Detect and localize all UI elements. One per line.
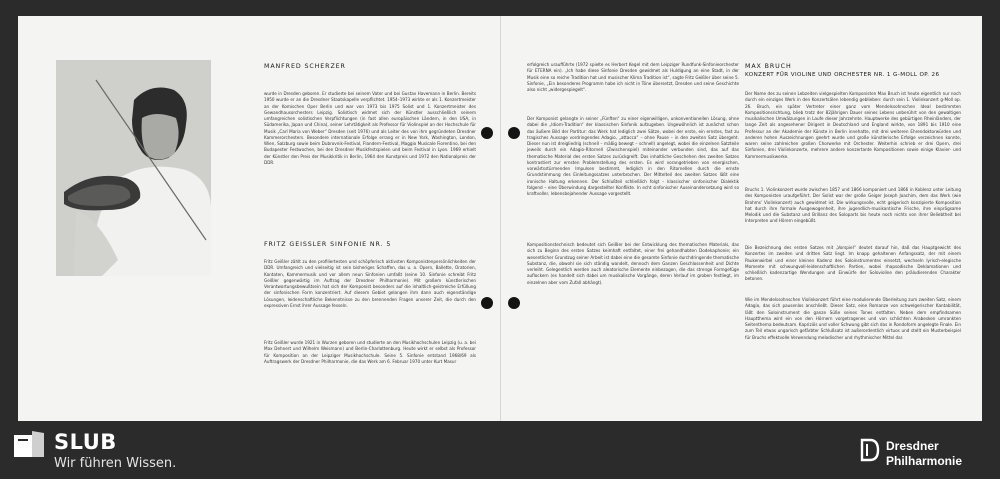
punch-hole-left-top	[481, 127, 493, 139]
bruch-work-title: KONZERT FÜR VIOLINE UND ORCHESTER NR. 1 G-MOLL OP. 26	[745, 72, 940, 78]
biography-text: wurde in Dresden geboren. Er studierte bei seinem Vater und bei Gustav Havemann in Berlin. Bereits 1950 wurde er an die Dresdner Staatskapelle verpflichtet. 1954–1973 wirkte er als 1. Konzertmeister an der Komischen Oper Berlin und war von 1973 bis 1975 Solist und 1. Konzertmeister des Gewandhausorchesters Leipzig. Solistisch widmet sich der Künstler ausschließlich seinem umfangreichen solistischen Verpflichtungen (in fast allen europäischen Ländern, in den USA, in Südamerika, Japan und China), seiner Lehrtätigkeit als Professor für Violinspiel an der Hochschule für Musik „Carl Maria von Weber“ Dresden (seit 1976) und als Leiter des von ihm gegründeten Dresdner Kammerorchesters. Besondere internationale Erfolge errang er in New York, Washington, London, Wien, Salzburg sowie beim Dubrovnik-Festival, Flandern-Festival, Maggio Musicale Fiorentino, bei den Budapester Festwochen, bei den Dresdner Musikfestspielen und beim Festival in Lyon. 1969 erhielt der Künstler den Preis der Musikkritik in Berlin, 1964 den Kunstpreis und 1972 den Nationalpreis der DDR.	[264, 91, 476, 165]
punch-hole-right-top	[508, 127, 520, 139]
orchestra-name-line-1: Dresdner	[886, 439, 939, 453]
middle-paragraph-1: erfolgreich uraufführte (1972 spielte es Herbert Kegel mit dem Leipziger Rundfunk-Sinfonieorchester für ETERNA ein). „Ich habe diese Sinfonie Dresden gewidmet als Huldigung an eine Stadt, in der Musik eine so reiche Tradition hat und musischer Klima Tradition ist“, sagte Fritz Geißler über seine 5. Sinfonie, „Ein besonderes Programm habe ich nicht in Töne übersetzt, Dresden und seine Geschichte also nicht „widergespiegelt“.	[527, 62, 739, 92]
dresdner-philharmonie-logo-icon	[860, 438, 880, 462]
bruch-composer-name: MAX BRUCH	[745, 63, 792, 70]
violinist-portrait-photo	[56, 60, 211, 276]
geissler-paragraph-2: Fritz Geißler wurde 1921 in Wurzen geboren und studierte an den Musikhochschulen Leipzig (u. a. bei Max Dehnert und Wilhelm Weismann) und Berlin-Charlottenburg. Heute wirkt er selbst als Professor für Komposition an der Leipziger Musikhochschule. Seine 5. Sinfonie entstand 1968/69 als Auftragswerk der Dresdner Philharmonie, die das Werk am 6. Februar 1970 unter Kurt Masur	[264, 340, 476, 364]
orchestra-name-line-2: Philharmonie	[886, 454, 963, 468]
punch-hole-left-bottom	[481, 297, 493, 309]
bruch-paragraph-1: Der Name des zu seinen Lebzeiten vielgespielten Komponisten Max Bruch ist heute eigentlich nur noch durch ein einziges Werk in den Konzertsälen lebendig geblieben: durch sein 1. Violinkonzert g-Moll op. 26. Bruch, ein später Vertreter einer ganz vom Mendelssohnschen Ideal bestimmten Kompositionsrichtung, blieb trotz der 82jährigen Dauer seines Lebens unberührt von den gewaltigen musikalischen Umwälzungen in Laufe dieser Jahrzehnte. Hauptwerke des gebürtigen Rheinländers, der lange Zeit als angesehener Dirigent in Deutschland und England wirkte, von 1891 bis 1910 eine Professur an der Akademie der Künste in Berlin innehatte, mit drei weiteren Ehrendoktorwürden und anderen hohen Auszeichnungen geehrt wurde und große künstlerische Erfolge verzeichnen konnte, waren seine zahlreichen großen Chorwerke mit Orchester. Weiterhin schrieb er drei Opern, drei Sinfonien, drei Violinkonzerte, mehrere andere konzertante Kompositionen sowie einige Klavier- und Kammermusikwerke.	[745, 91, 961, 159]
punch-hole-right-bottom	[508, 297, 520, 309]
geissler-work-title: FRITZ GEISSLER SINFONIE NR. 5	[264, 241, 392, 248]
bruch-paragraph-4: Wie im Mendelssohnschen Violinkonzert führt eine modulierende Überleitung zum zweiten Satz, einem Adagio, das sich pausenlos anschließt. Dieser Satz, eine Romanze von schwelgerischer Kantabilität, läßt den Soloinstrument die ganze Süße seines Tones entfalten. Neben dem empfindsamen Hauptthema wird ein von den Hörnern vorgetragenes und von schlichten Arabesken umrankten Seitenthema bedeutsam. Kapriziös und voller Schwung gibt sich das in Rondoform angelegte Finale. Ein zum Teil etwas ungarisch gefärbter Schlußsatz ist außerordentlich virtuos und stellt ein Musterbeispiel für Bruchs effektvolle Verwendung melodischer und rhythmischer Mittel dar.	[745, 297, 961, 340]
biography-title: MANFRED SCHERZER	[264, 63, 346, 70]
center-fold	[500, 16, 501, 421]
bruch-paragraph-2: Bruchs 1. Violinkonzert wurde zwischen 1857 und 1866 komponiert und 1866 in Koblenz unter Leitung des Komponisten uraufgeführt. Der Solist war der große Geiger Joseph Joachim, dem das Werk (wie Brahms’ Violinkonzert) auch gewidmet ist. Die wirkungsvolle, echt geigerisch konzipierte Komposition hat durch ihre formale Ausgewogenheit, ihre jugendlich-musikantische Frische, ihre einprägsame Melodik und die Substanz und Brillanz des Soloparts bis heute noch nichts von ihrer Beliebtheit bei Interpreten und Hörern eingebüßt.	[745, 187, 961, 224]
slub-tagline: Wir führen Wissen.	[54, 456, 177, 471]
middle-paragraph-3: Kompositionstechnisch bedeutet sich Geißler bei der Entwicklung des thematischen Materials, das sich zu Beginn des ersten Satzes keimhaft entfaltet, einer frei gehandhabten Dodekaphonie; ein wesentlicher Grundzug seiner Arbeit ist dabei eine die gesamte Sinfonie durchdringende thematische Substanz, die, obwohl sie sich ständig wandelt, dennoch dem Ganzen Geschlossenheit und Dichte verleiht. Gelegentlich werden auch aleatorische Elemente einbezogen, die das strenge Formgefüge auflockern (es handelt sich dabei um musikalische Vorgänge, deren Verlauf im groben festliegt, im einzelnen aber vom Zufall abhängt).	[527, 242, 739, 285]
slub-logo-icon	[14, 431, 44, 457]
middle-paragraph-2: Der Komponist gelangte in seiner „Fünften“ zu einer eigenwilligen, unkonventionellen Lösung, ohne dabei die „Idiom-Tradition“ der klassischen Sinfonik aufzugeben. Ungewöhnlich ist zunächst schon das äußere Bild der Partitur: das Werk hat lediglich zwei Sätze, wobei der erste, ein ernstes, fast zu tragisches Aussage vordringendes Adagio, „attacca“ – ohne Pause – in den zweiten Satz übergeht. Dieser nun ist dreigliedrig (schnell – mäßig bewegt – schnell) angelegt, wobei die einzelnen Satzteile jeweils durch ein Adagio-Ritornell (Zwischenspiel) miteinander verbunden sind, das auf das thematische Material des ersten Satzes zurückgreift. Das inhaltliche Geschehen des zweiten Satzes kontrastiert zur ernsten Problemstellung des ersten. Es wird vorangetrieben von energischen, vorwärtsstürmenden Impulsen bestimmt, lediglich in den Ritornellen durch die ernste Grundstimmung des Einleitungssatzes unterbrochen. Der Mittelteil des zweiten Satzes läßt eine ironische Haltung erkennen. Der Schlußteil schließlich folgt – klassischer sinfonischer Dialektik folgend – eine Überwindung dargestellter Konflikte. In echt sinfonischer Auseinandersetzung wird so kraftvoller, lebensbejahender Aussage vorgestellt.	[527, 116, 739, 196]
slub-name: SLUB	[54, 430, 117, 454]
bruch-paragraph-3: Die Bezeichnung des ersten Satzes mit „Vorspiel“ deutet darauf hin, daß das Hauptgewicht des Konzertes im zweiten und dritten Satz liegt. Im knapp gehaltenen Anfangssatz, der mit einem Paukenwirbel und einer kleinen Kadenz des Soloinstrumentes einsetzt, wechseln lyrisch-elegische Momente mit schwungvoll-leidenschaftlichen Partien, wobei rhapsodische Deklamationen und schließlich kadenzartige Wendungen und Einwürfe der Solovioline den präludierenden Charakter betonen.	[745, 245, 961, 282]
geissler-paragraph-1: Fritz Geißler zählt zu den profiliertesten und schöpferisch aktivsten Komponistenpersönlichkeiten der DDR. Umfangreich und vielseitig ist sein bisheriges Schaffen, das u. a. Opern, Ballette, Oratorien, Kantaten, Kammermusik und vor allem neun Sinfonien umfaßt (seine 10. Sinfonie schreibt Fritz Geißler gegenwärtig im Auftrag der Dresdner Philharmonie). Mit großem künstlerischen Verantwortungsbewußtsein hat sich der Komponist besonders auf die inhaltlich-geistreiche Erfüllung der sinfonischen Form konzentriert. Auf diesem Gebiet gelangen ihm dann auch eigenständige Lösungen, leidenschaftliche Bekenntnisse zu den brennenden Fragen unserer Zeit, die durch den expressiven Ernst ihrer Aussage fesseln.	[264, 259, 476, 308]
program-sheet	[18, 16, 982, 421]
